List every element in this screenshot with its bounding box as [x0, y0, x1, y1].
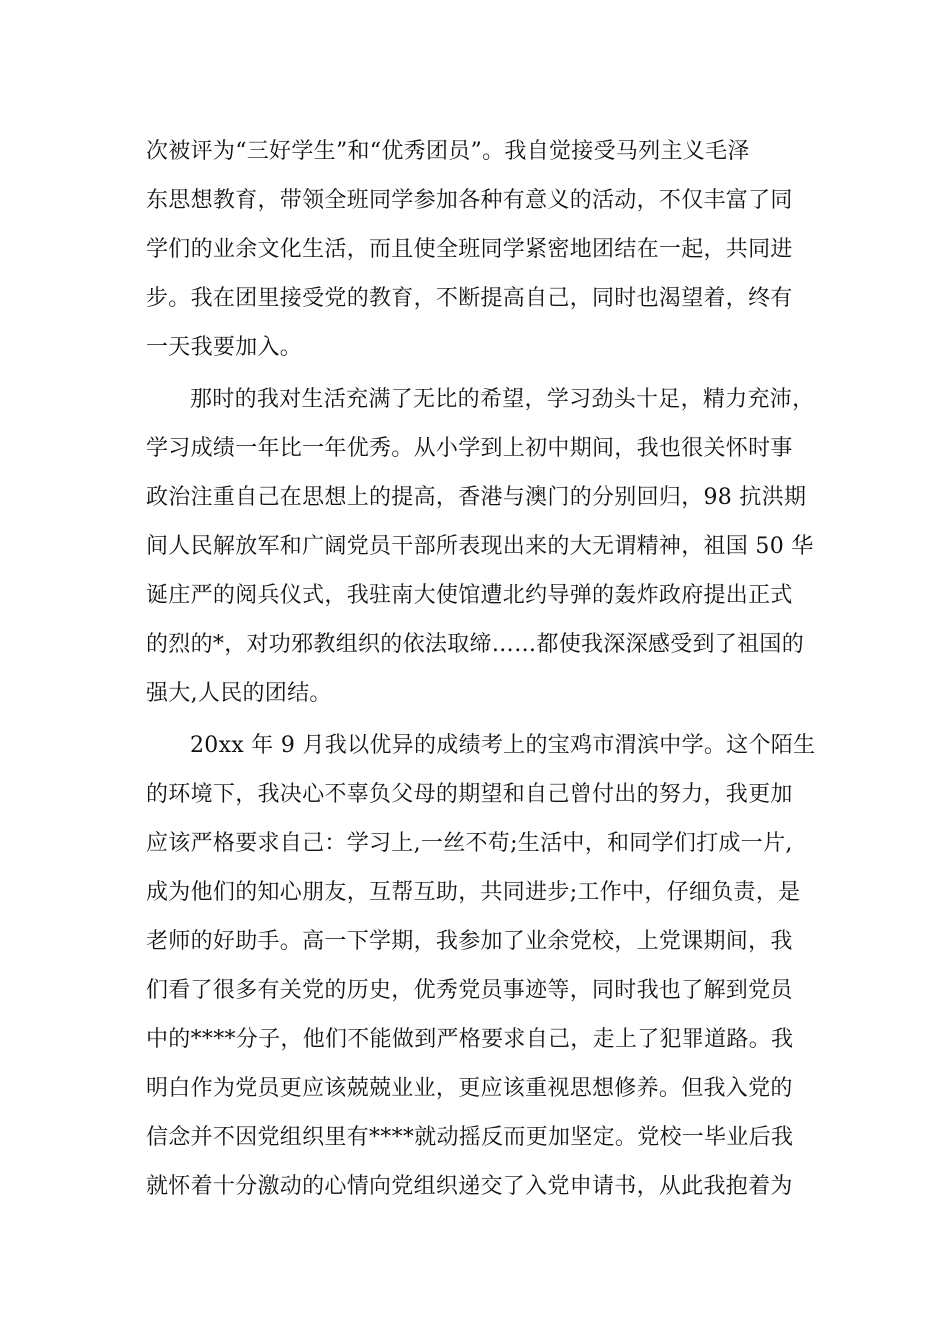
text-line: 成为他们的知心朋友，互帮互助，共同进步;工作中，仔细负责，是 [146, 880, 801, 905]
text-line: 的环境下，我决心不辜负父母的期望和自己曾付出的努力，我更加 [146, 782, 793, 807]
text-line: 应该严格要求自己：学习上,一丝不苟;生活中，和同学们打成一片, [146, 831, 793, 856]
text-line: 中的****分子，他们不能做到严格要求自己，走上了犯罪道路。我 [146, 1027, 794, 1052]
text-line: 学习成绩一年比一年优秀。从小学到上初中期间，我也很关怀时事 [146, 436, 793, 461]
paragraph-start-line: 那时的我对生活充满了无比的希望，学习劲头十足，精力充沛， [190, 387, 815, 412]
text-line: 间人民解放军和广阔党员干部所表现出来的大无谓精神，祖国 50 华 [146, 534, 814, 559]
text-line: 诞庄严的阅兵仪式，我驻南大使馆遭北约导弹的轰炸政府提出正式 [146, 583, 793, 608]
text-line: 老师的好助手。高一下学期，我参加了业余党校，上党课期间，我 [146, 929, 793, 954]
text-line: 政治注重自己在思想上的提高，香港与澳门的分别回归，98 抗洪期 [146, 485, 807, 510]
text-line: 东思想教育，带领全班同学参加各种有意义的活动，不仅丰富了同 [146, 188, 793, 213]
text-line: 们看了很多有关党的历史，优秀党员事迹等，同时我也了解到党员 [146, 978, 793, 1003]
text-line: 次被评为“三好学生”和“优秀团员”。我自觉接受马列主义毛泽 [146, 139, 750, 164]
text-line: 就怀着十分激动的心情向党组织递交了入党申请书，从此我抱着为 [146, 1174, 793, 1199]
text-line: 强大,人民的团结。 [146, 681, 332, 706]
text-line: 步。我在团里接受党的教育，不断提高自己，同时也渴望着，终有 [146, 286, 793, 311]
paragraph-start-line: 20xx 年 9 月我以优异的成绩考上的宝鸡市渭滨中学。这个陌生 [190, 733, 816, 758]
text-line: 明白作为党员更应该兢兢业业，更应该重视思想修养。但我入党的 [146, 1076, 793, 1101]
text-line: 学们的业余文化生活，而且使全班同学紧密地团结在一起，共同进 [146, 237, 793, 262]
text-line: 信念并不因党组织里有****就动摇反而更加坚定。党校一毕业后我 [146, 1125, 794, 1150]
text-line: 的烈的*，对功邪教组织的依法取缔……都使我深深感受到了祖国的 [146, 632, 805, 657]
text-line: 一天我要加入。 [146, 335, 303, 360]
